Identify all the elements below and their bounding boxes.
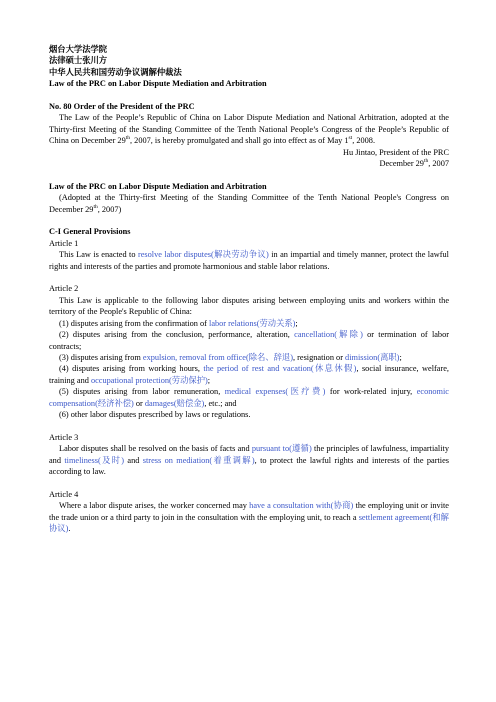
text-run: (Adopted at the Thirty-first Meeting of the Standing Committee of the Tenth National People's Congress on December 29	[49, 193, 449, 214]
gloss-term: settlement agreement(和解协议)	[49, 512, 449, 533]
text-run: Labor disputes shall be resolved on the basis of facts and	[59, 444, 252, 454]
text-run: for work-related injury,	[325, 387, 417, 397]
text-run: (4) disputes arising from working hours,	[59, 364, 204, 374]
text-run: , resignation or	[292, 352, 346, 362]
gloss-term: have a consultation with(协商)	[249, 501, 354, 511]
article-2-item-3	[49, 352, 449, 363]
text-run: the employing unit or invite the trade union or a third party to join in the consultation with the employing unit, to reach a	[49, 501, 449, 522]
text-run: the principles of lawfulness, impartiality and	[49, 444, 449, 465]
text-run: st	[348, 135, 353, 142]
article-2-item-5	[49, 386, 449, 409]
text-run: , social insurance, welfare, training and	[49, 364, 449, 385]
article-2-item-6: (6) other labor disputes prescribed by laws or regulations.	[59, 409, 251, 419]
gloss-term: resolve labor disputes(解决劳动争议)	[137, 250, 269, 260]
gloss-term: dimission(离职)	[345, 352, 400, 362]
gloss-term: economic compensation(经济补偿)	[49, 387, 449, 408]
law-adoption-note	[49, 192, 449, 215]
article-4-title: Article 4	[49, 489, 79, 499]
gloss-term: the period of rest and vacation(休息休假)	[203, 364, 357, 374]
text-run: in an impartial and timely manner, protect the lawful rights and interests of the parties and promote harmonious and stable labor relations.	[49, 250, 449, 271]
article-2-item-1	[49, 318, 449, 329]
text-run: (2) disputes arising from the conclusion, performance, alteration,	[59, 330, 295, 340]
text-run: , etc.; and	[204, 398, 237, 408]
article-3-title: Article 3	[49, 432, 79, 442]
text-run: th	[125, 135, 131, 142]
order-date	[49, 158, 449, 169]
text-run: (5) disputes arising from labor remuneration,	[59, 387, 225, 397]
text-run: th	[423, 158, 429, 165]
text-run: .	[68, 523, 71, 533]
text-run: (3) disputes arising from	[59, 352, 143, 362]
text-run: Where a labor dispute arises, the worker concerned may	[59, 501, 250, 511]
gloss-term: pursuant to(遵循)	[251, 444, 312, 454]
article-4-body	[49, 500, 449, 534]
law-title: Law of the PRC on Labor Dispute Mediation and Arbitration	[49, 181, 267, 191]
text-run: , to protect the lawful rights and interests of the parties according to law.	[49, 455, 449, 476]
gloss-term: medical expenses(医疗费)	[224, 387, 326, 397]
gloss-term: cancellation(解除)	[294, 330, 363, 340]
gloss-term: occupational protection(劳动保护)	[90, 375, 208, 385]
article-2-item-4	[49, 363, 449, 386]
text-run: , 2007	[428, 159, 449, 169]
gloss-term: expulsion, removal from office(除名、辞退)	[142, 352, 293, 362]
text-run: ;	[207, 375, 211, 385]
document-page	[49, 44, 449, 534]
header-title-en: Law of the PRC on Labor Dispute Mediation and Arbitration	[49, 79, 267, 89]
text-run: December 29	[379, 159, 424, 169]
text-run: th	[93, 203, 98, 210]
header-author: 法律硕士张川方	[49, 56, 108, 66]
article-2-intro: This Law is applicable to the following labor disputes arising between employing units and workers within the territory of the People's Republic of China:	[49, 295, 449, 317]
article-1-title: Article 1	[49, 238, 79, 248]
order-body	[49, 112, 449, 146]
text-run: or termination of labor contracts;	[49, 330, 449, 351]
text-run: (1) disputes arising from the confirmation of	[59, 318, 210, 328]
order-signature: Hu Jintao, President of the PRC	[342, 147, 449, 157]
gloss-term: timeliness(及时)	[64, 455, 125, 465]
gloss-term: stress on mediation(着重调解)	[142, 455, 255, 465]
gloss-term: damages(赔偿金)	[144, 398, 205, 408]
text-run: ;	[295, 318, 298, 328]
text-run: The Law of the People’s Republic of China on Labor Dispute Mediation and National Arbitration, adopted at the Thirty-first Meeting of the Standing Committee of the Tenth National People’s Congress of the People’s Republic of China on December 29	[49, 113, 449, 146]
article-2-title: Article 2	[49, 284, 79, 294]
text-run: and	[124, 455, 143, 465]
text-run: This Law is enacted to	[59, 250, 138, 260]
header-school: 烟台大学法学院	[49, 45, 108, 54]
header-title-cn: 中华人民共和国劳动争议调解仲裁法	[49, 67, 182, 77]
text-run: , 2008.	[352, 136, 376, 146]
chapter-title: C-I General Provisions	[49, 227, 131, 237]
article-3-body	[49, 443, 449, 477]
text-run: , 2007)	[97, 204, 122, 214]
gloss-term: labor relations(劳动关系)	[209, 318, 296, 328]
article-1-body	[49, 249, 449, 272]
text-run: ;	[399, 352, 402, 362]
text-run: or	[133, 398, 145, 408]
article-2-item-2	[49, 329, 449, 352]
text-run: , 2007, is hereby promulgated and shall go into effect as of May 1	[130, 136, 349, 146]
order-title: No. 80 Order of the President of the PRC	[49, 102, 195, 112]
